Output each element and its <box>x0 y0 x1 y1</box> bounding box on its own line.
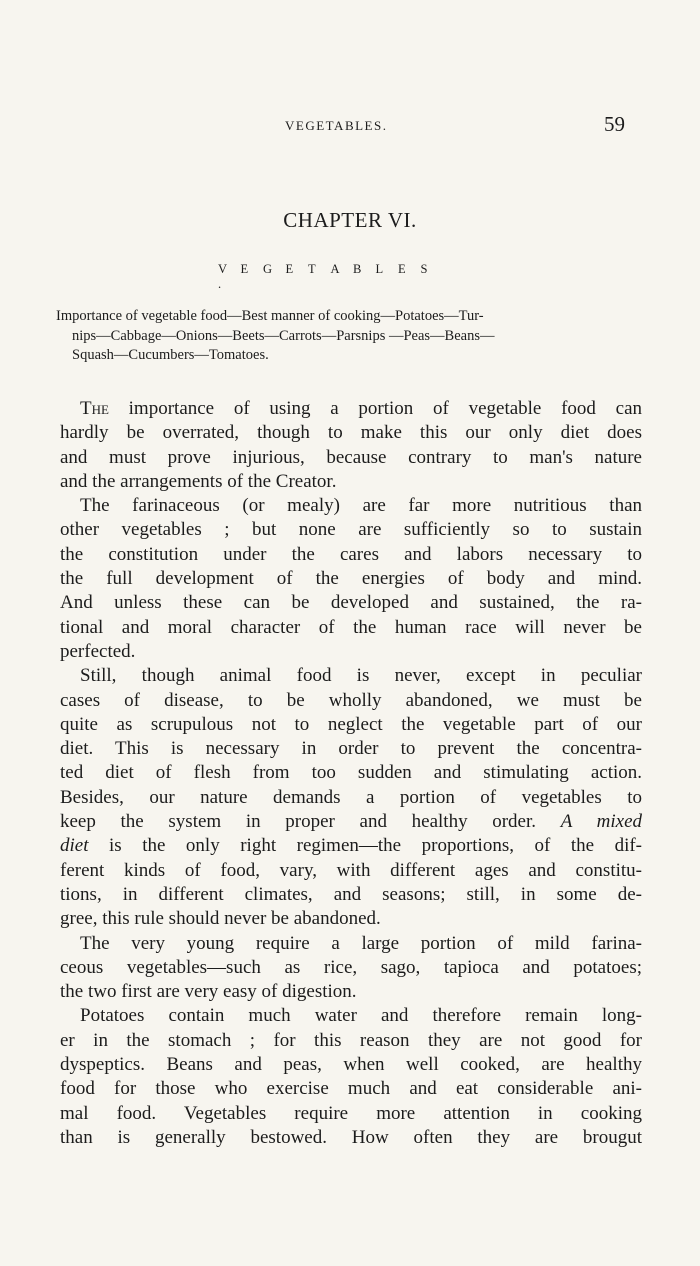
paragraph-line: gree, this rule should never be abandoned. <box>60 908 381 930</box>
paragraph-line: the two first are very easy of digestion. <box>60 981 357 1003</box>
body-text <box>60 397 642 1150</box>
paragraph-line: ferent kinds of food, vary, with different ages and constitu- <box>60 859 642 881</box>
paragraph-line: other vegetables ; but none are sufficiently so to sustain <box>60 519 642 541</box>
page-number: 59 <box>604 112 625 136</box>
paragraph-line: ceous vegetables—such as rice, sago, tapioca and potatoes; <box>60 956 642 978</box>
paragraph-line: mal food. Vegetables require more attention in cooking <box>60 1102 642 1124</box>
subtitle-letter: . <box>218 277 222 291</box>
subtitle-letter: S <box>420 262 428 276</box>
paragraph-line: Still, though animal food is never, except in peculiar <box>80 665 642 687</box>
paragraph-line: hardly be overrated, though to make this our only diet does <box>60 422 642 444</box>
paragraph-line: Besides, our nature demands a portion of vegetables to <box>60 786 642 808</box>
paragraph-line: tional and moral character of the human race will never be <box>60 616 642 638</box>
paragraph-line-text: importance of using a portion of vegetable food can <box>108 398 642 419</box>
paragraph-line: and must prove injurious, because contrary to man's nature <box>60 446 642 468</box>
running-head: VEGETABLES. <box>285 118 388 133</box>
paragraph-line: perfected. <box>60 640 136 662</box>
subtitle-letter: B <box>353 262 362 276</box>
paragraph-line: And unless these can be developed and sustained, the ra- <box>60 592 642 614</box>
subtitle-letter: G <box>263 262 273 276</box>
paragraph-line: the full development of the energies of body and mind. <box>60 568 642 590</box>
paragraph-line: The very young require a large portion of mild farina- <box>80 932 642 954</box>
paragraph-line: dyspeptics. Beans and peas, when well cooked, are healthy <box>60 1054 642 1076</box>
subtitle-letter: T <box>308 262 316 276</box>
paragraph-line <box>60 810 642 834</box>
paragraph-line: quite as scrupulous not to neglect the vegetable part of our <box>60 713 642 735</box>
lead-word: The <box>80 398 109 419</box>
paragraph-line: food for those who exercise much and eat considerable ani- <box>60 1078 642 1100</box>
chapter-subtitle <box>218 262 448 292</box>
paragraph-line: than is generally bestowed. How often they are brougut <box>60 1126 642 1148</box>
paragraph-line: cases of disease, to be wholly abandoned, we must be <box>60 689 642 711</box>
paragraph-line <box>60 397 642 421</box>
subtitle-letter: E <box>285 262 294 276</box>
subtitle-letter: V <box>218 262 228 276</box>
paragraph-line: ted diet of flesh from too sudden and stimulating action. <box>60 762 642 784</box>
paragraph-line: The farinaceous (or mealy) are far more nutritious than <box>80 495 642 517</box>
summary-line: Importance of vegetable food—Best manner of cooking—Potatoes—Tur- <box>56 308 484 324</box>
paragraph-line: Potatoes contain much water and therefore remain long- <box>80 1005 642 1027</box>
paragraph-line-text: is the only right regimen—the proportions, of the dif- <box>88 835 642 857</box>
paragraph-line: the constitution under the cares and labors necessary to <box>60 543 642 565</box>
summary-line: Squash—Cucumbers—Tomatoes. <box>72 347 269 363</box>
chapter-summary <box>56 307 646 366</box>
chapter-title: CHAPTER VI. <box>283 208 417 232</box>
page-header <box>0 112 700 142</box>
paragraph-line <box>60 834 642 858</box>
subtitle-letter: A <box>330 262 340 276</box>
paragraph-line: diet. This is necessary in order to prevent the concentra- <box>60 738 642 760</box>
paragraph-line-text: keep the system in proper and healthy order. <box>60 811 561 833</box>
paragraph-line: tions, in different climates, and seasons; still, in some de- <box>60 883 642 905</box>
paragraph-line: er in the stomach ; for this reason they are not good for <box>60 1029 642 1051</box>
italic-phrase: A mixed <box>560 811 642 833</box>
subtitle-letter: L <box>375 262 384 276</box>
subtitle-letter: E <box>398 262 406 276</box>
summary-line: nips—Cabbage—Onions—Beets—Carrots—Parsnips —Peas—Beans— <box>72 327 495 344</box>
italic-phrase: diet <box>60 835 89 857</box>
subtitle-letter: E <box>240 262 249 276</box>
paragraph-line: and the arrangements of the Creator. <box>60 470 337 492</box>
